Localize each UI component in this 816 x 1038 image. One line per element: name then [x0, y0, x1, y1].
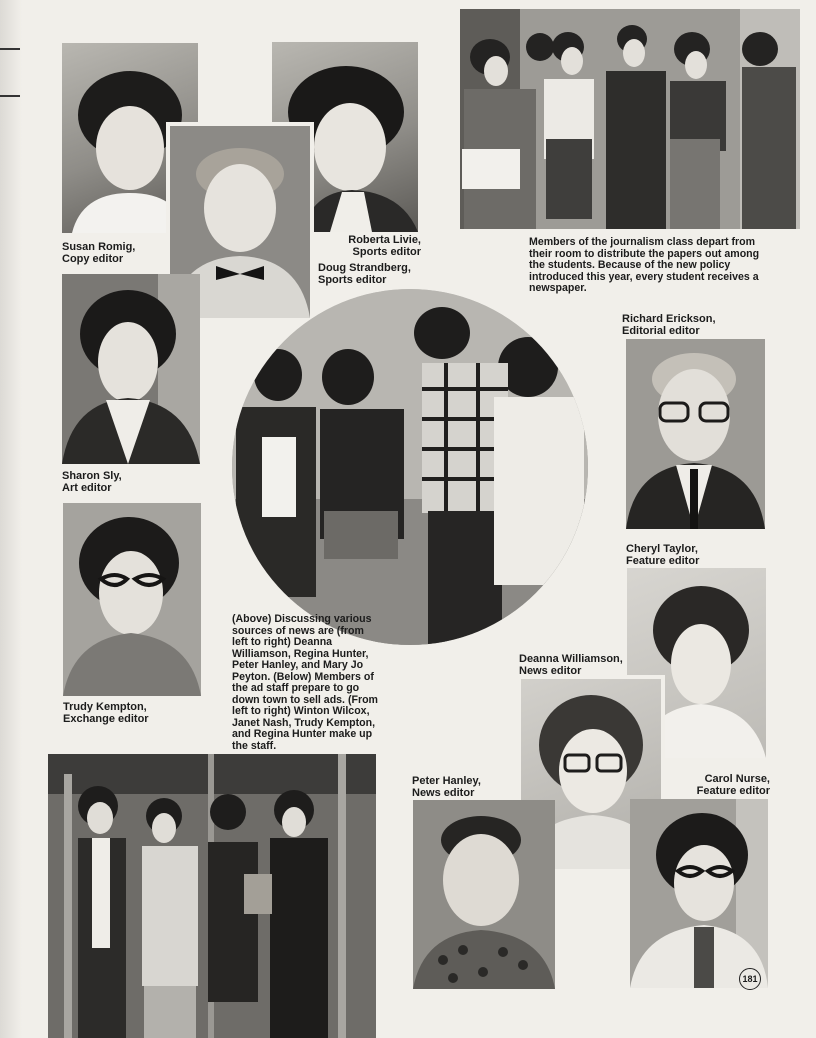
photo-sharon-sly: [62, 274, 200, 464]
caption-roberta-livie: Roberta Livie, Sports editor: [348, 234, 421, 258]
caption-trudy-kempton: Trudy Kempton, Exchange editor: [63, 701, 149, 725]
caption-carol-nurse: Carol Nurse, Feature editor: [696, 773, 770, 797]
caption-susan-romig: Susan Romig, Copy editor: [62, 241, 136, 265]
photo-trudy-kempton: [63, 503, 201, 696]
margin-mark: [0, 95, 20, 97]
caption-richard-erickson: Richard Erickson, Editorial editor: [622, 313, 716, 337]
photo-peter-hanley: [413, 800, 555, 989]
page-binding-edge: [0, 0, 22, 1038]
photo-richard-erickson: [626, 339, 765, 529]
caption-deanna-williamson: Deanna Williamson, News editor: [519, 653, 623, 677]
photo-carol-nurse: [630, 799, 768, 988]
caption-discussion-and-ad-staff: (Above) Discussing various sources of news are (from left to right) Deanna Williamson, Regina Hunter, Peter Hanley, and Mary Jo Peyton. (Below) Members of the ad staff prepare to go down town to sell ads. (From left to right) Winton Wilcox, Janet Nash, Trudy Kempton, and Regina Hunter make up the staff.: [232, 613, 378, 752]
caption-doug-strandberg: Doug Strandberg, Sports editor: [318, 262, 411, 286]
caption-journalism-class: Members of the journalism class depart from their room to distribute the papers out among the students. Because of the new policy introduced this year, every student receives a newspaper.: [529, 236, 760, 294]
caption-sharon-sly: Sharon Sly, Art editor: [62, 470, 122, 494]
caption-peter-hanley: Peter Hanley, News editor: [412, 775, 481, 799]
photo-journalism-class: [460, 9, 800, 229]
caption-cheryl-taylor: Cheryl Taylor, Feature editor: [626, 543, 700, 567]
photo-ad-staff: [48, 754, 376, 1038]
photo-news-discussion: [232, 289, 588, 645]
margin-mark: [0, 48, 20, 50]
page-number: 181: [739, 968, 761, 990]
